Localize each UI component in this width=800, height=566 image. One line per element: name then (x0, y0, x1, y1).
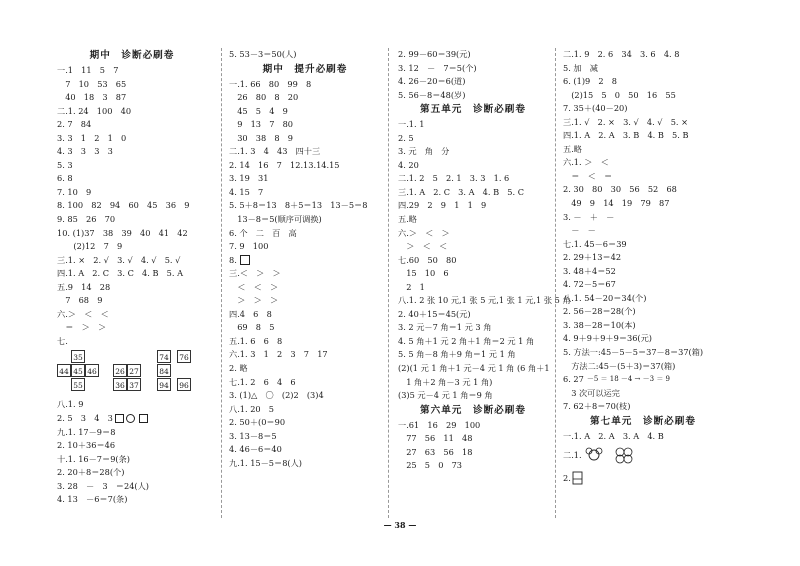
answer-line: 4. 5 角＋1 元 2 角＋1 角＝2 元 1 角 (398, 335, 535, 346)
answer-line: 2 1 (398, 281, 425, 292)
answer-line: 六.1. ＞ ＜ (563, 157, 609, 168)
answer-line: 三.1. √ 2. × 3. √ 4. √ 5. × (563, 116, 688, 127)
answer-line: 二.1. 9 2. 6 34 3. 6 4. 8 (563, 49, 680, 59)
answer-line: 五.1. 6 6 8 (229, 335, 283, 346)
answer-line: 13－8＝5(顺序可调换) (229, 214, 322, 225)
number-grid (57, 350, 207, 392)
answer-text: 8. (229, 254, 237, 265)
answer-line (229, 254, 381, 268)
answer-line: (2)(1 元 1 角＋1 元－4 元 1 角 (6 角＋1 (398, 363, 550, 374)
answer-line: 4. 46－6＝40 (229, 444, 282, 455)
answer-line: 2. 5 (398, 132, 414, 143)
answer-line: 9 13 7 80 (229, 119, 294, 130)
grid-cell: 55 (71, 378, 85, 391)
answer-line: 30 38 8 9 (229, 132, 294, 143)
answer-line: 2. 略 (229, 363, 248, 374)
answer-line: 5. 方法一:45－5－5＝37－8＝37(箱) (563, 347, 704, 358)
answer-line: 2. 14 16 7 12.13.14.15 (229, 159, 340, 170)
answer-line (57, 412, 207, 426)
answer-line: 3. 38－28＝10(本) (563, 319, 636, 330)
answer-line: 九.1. 15－5＝8(人) (229, 457, 302, 468)
grid-cell: 45 (71, 364, 85, 377)
grid-cell: 94 (157, 378, 171, 391)
answer-line: 3. 13－8＝5 (229, 430, 277, 441)
answer-line: 3. 3 1 2 1 0 (57, 132, 127, 143)
answer-line: 3. 19 31 (229, 173, 269, 184)
answer-line: 2. 30 80 30 56 52 68 (563, 184, 677, 195)
answer-line: (2)15 5 0 50 16 55 (563, 89, 676, 100)
answer-line: 7. 10 9 (57, 186, 92, 197)
answer-line: 5. 5＋8＝13 8＋5＝13 13－5＝8 (229, 200, 368, 211)
answer-line: 10. (1)37 38 39 40 41 42 (57, 227, 188, 238)
answer-line: 六.＞ ＜ ＞ (398, 227, 450, 238)
answer-line: 2. 10＋36＝46 (57, 440, 116, 451)
answer-line: 3. 12 － 7＝5(个) (398, 62, 477, 73)
answer-line: 7. 62＋8＝70(枝) (563, 401, 631, 412)
answer-line: 2. 7 84 (57, 119, 92, 130)
answer-line: 3. 48＋4＝52 (563, 265, 616, 276)
grid-cell: 96 (177, 378, 191, 391)
answer-line: 七.60 50 80 (398, 254, 457, 265)
answer-line: 4. 26－20＝6(道) (398, 76, 466, 87)
answer-line: 9. 85 26 70 (57, 214, 116, 225)
answer-line: 7 68 9 (57, 295, 103, 306)
answer-line: 6. (1)9 2 8 (563, 76, 618, 87)
answer-line: 一.1. 66 80 99 8 (229, 78, 312, 89)
answer-line: 1 角＋2 角－3 元 1 角) (398, 376, 493, 387)
answer-text: 二.1. (563, 449, 582, 460)
column-2 (229, 48, 381, 470)
answer-line: (3)5 元－4 元 1 角＝9 角 (398, 390, 493, 401)
column-divider (221, 48, 222, 518)
answer-line: 7. 9 100 (229, 241, 269, 252)
answer-line: 2. 29＋13＝42 (563, 252, 622, 263)
grid-cell: 37 (127, 378, 141, 391)
answer-line: ＜ ＜ ＞ (229, 281, 279, 292)
answer-line: 4. 13 －6＝7(条) (57, 494, 128, 505)
answer-line: 25 5 0 73 (398, 460, 463, 471)
answer-line: 49 9 14 19 79 87 (563, 198, 670, 209)
answer-line: 五.略 (563, 143, 582, 154)
answer-line: － － (563, 225, 596, 236)
answer-line: 2. 99－60＝39(元) (398, 49, 471, 59)
answer-line: 6. 个 二 百 高 (229, 227, 297, 238)
answer-line: 3. 28 － 3 ＝24(人) (57, 480, 149, 491)
answer-line: 5. 加 减 (563, 62, 598, 73)
answer-line: 2. 40＋15＝45(元) (398, 308, 471, 319)
answer-line: 5. 56－8＝48(岁) (398, 89, 466, 100)
answer-line: 45 5 4 9 (229, 105, 288, 116)
answer-line: 77 56 11 48 (398, 433, 473, 444)
circle-shape-icon (126, 414, 135, 423)
page-number: — 38 — (383, 520, 417, 530)
answer-line: 四.1. A 2. A 3. B 4. B 5. B (563, 130, 689, 141)
column-divider (555, 48, 556, 518)
answer-text: 2. 5 3 4 3 (57, 413, 113, 424)
answer-line: 二.1. 2 5 2. 1 3. 3 1. 6 (398, 173, 510, 184)
grid-cell: 84 (157, 364, 171, 377)
answer-line: 四.4 6 8 (229, 308, 272, 319)
answer-line: 七. (57, 335, 68, 346)
answer-line: 8. 100 82 94 60 45 36 9 (57, 200, 190, 211)
container-shape-icon (571, 470, 585, 486)
answer-line: 27 63 56 18 (398, 446, 473, 457)
answer-line: 4. 3 3 3 3 (57, 146, 113, 157)
answer-line: 八.1. 9 (57, 399, 84, 410)
grid-cell: 46 (85, 364, 99, 377)
cube-shape-icon (139, 414, 148, 423)
answer-line: 四.1. A 2. C 3. C 4. B 5. A (57, 268, 183, 279)
answer-line: 七.1. 2 6 4 6 (229, 376, 296, 387)
answer-line: 六.＞ ＜ ＜ (57, 308, 109, 319)
section-title: 第五单元 诊断必刷卷 (420, 104, 526, 116)
answer-line: 3. (1)△ 〇 (2)2 (3)4 (229, 390, 324, 401)
answer-line: 5. 53－3＝50(人) (229, 49, 297, 59)
column-divider (388, 48, 389, 518)
cuboid-shape-icon (115, 414, 124, 423)
answer-line: 八.1. 20 5 (229, 403, 275, 414)
column-3 (398, 48, 571, 473)
answer-line: 2. 50＋(0＝90 (229, 417, 286, 428)
arrow-equation: －5 ＝ 18 －4 → －3 ＝ 9 (586, 375, 671, 384)
answer-text: 2. (563, 472, 571, 483)
answer-line: 七.1. 45－6＝39 (563, 238, 627, 249)
answer-line: 十.1. 16－7＝9(条) (57, 453, 130, 464)
answer-line (563, 443, 723, 467)
answer-line: 二.1. 3 4 43 四十三 (229, 146, 321, 157)
grid-cell: 44 (57, 364, 71, 377)
grid-cell: 74 (157, 350, 171, 363)
answer-line: 三.＜ ＞ ＞ (229, 268, 281, 279)
grid-cell: 36 (113, 378, 127, 391)
answer-line: 3. 2 元－7 角＝1 元 3 角 (398, 322, 492, 333)
answer-text: 6. 27 (563, 374, 584, 385)
answer-line (563, 373, 723, 387)
section-title: 期中 诊断必刷卷 (89, 50, 175, 61)
answer-line: 八.1. 2 张 10 元,1 张 5 元,1 张 1 元,1 张 5 角 (398, 295, 571, 306)
answer-line: 4. 20 (398, 159, 419, 170)
answer-line: 3. － ＋ － (563, 211, 615, 222)
answer-line: ＞ ＞ ＞ (229, 295, 279, 306)
answer-line: 二.1. 24 100 40 (57, 105, 132, 116)
answer-line: 方法二:45－(5＋3)＝37(箱) (563, 360, 676, 371)
grid-cell: 27 (127, 364, 141, 377)
answer-line: 五.9 14 28 (57, 281, 111, 292)
answer-line: 5. 5 角－8 角＋9 角＝1 元 1 角 (398, 349, 516, 360)
section-title: 第六单元 诊断必刷卷 (420, 404, 526, 416)
answer-line: 6. 8 (57, 173, 73, 184)
section-title: 第七单元 诊断必刷卷 (590, 415, 696, 427)
answer-line: 5. 3 (57, 159, 73, 170)
answer-line: 八.1. 54－20＝34(个) (563, 292, 647, 303)
answer-line: 7 10 53 65 (57, 78, 127, 89)
circle-pattern-icon (582, 444, 648, 466)
grid-cell: 26 (113, 364, 127, 377)
answer-line: 40 18 3 87 (57, 92, 127, 103)
answer-line: 一.1 11 5 7 (57, 65, 119, 75)
answer-line: 四.29 2 9 1 1 9 (398, 200, 487, 211)
answer-line: 一.1. A 2. A 3. A 4. B (563, 430, 664, 441)
answer-line: ＝ ＞ ＞ (57, 322, 107, 333)
answer-line: 4. 15 7 (229, 186, 264, 197)
answer-line: 五.略 (398, 214, 417, 225)
answer-line: 3 次可以运完 (563, 387, 620, 398)
answer-line: 15 10 6 (398, 268, 449, 279)
answer-line: ＞ ＜ ＜ (398, 241, 448, 252)
answer-line (563, 467, 723, 489)
answer-line: 三.1. A 2. C 3. A 4. B 5. C (398, 186, 524, 197)
square-shape-icon (240, 255, 250, 265)
answer-line: 六.1. 3 1 2 3 7 17 (229, 349, 328, 360)
answer-line: 2. 56－28＝28(个) (563, 306, 636, 317)
answer-line: 一.1. 1 (398, 119, 425, 130)
column-4 (563, 48, 723, 489)
answer-line: ＝ ＜ ＝ (563, 170, 613, 181)
answer-line: 69 8 5 (229, 322, 275, 333)
answer-line: 7. 35＋(40－20) (563, 103, 628, 114)
answer-line: 3. 元 角 分 (398, 146, 450, 157)
answer-line: 4. 9＋9＋9＋9＝36(元) (563, 333, 652, 344)
section-title: 期中 提升必刷卷 (262, 63, 348, 75)
column-1 (57, 48, 207, 507)
answer-line: 26 80 8 20 (229, 92, 299, 103)
grid-cell: 35 (71, 350, 85, 363)
answer-line: 4. 72－5＝67 (563, 279, 616, 290)
answer-line: 2. 20＋8＝28(个) (57, 467, 125, 478)
answer-line: 一.61 16 29 100 (398, 419, 481, 430)
grid-cell: 76 (177, 350, 191, 363)
answer-line: 三.1. × 2. √ 3. √ 4. √ 5. √ (57, 254, 181, 265)
answer-line: (2)12 7 9 (57, 241, 123, 252)
answer-line: 九.1. 17－9＝8 (57, 426, 116, 437)
